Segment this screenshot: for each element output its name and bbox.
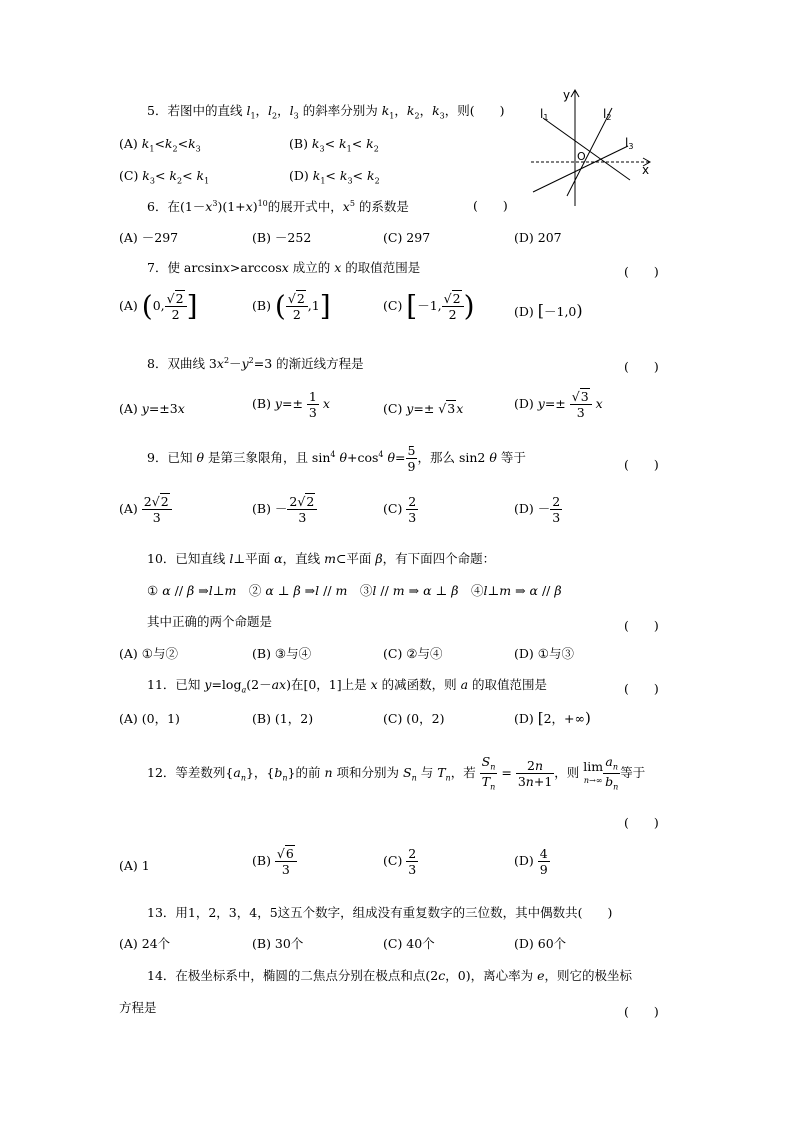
q12-option-c: (C) $\frac{2}{3}$ xyxy=(383,846,417,878)
q10-sub: 其中正确的两个命题是 xyxy=(147,614,273,629)
q13-stem: 13．用1，2，3，4，5这五个数字，组成没有重复数字的三位数，其中偶数共( ) xyxy=(147,905,613,920)
q10-option-d: (D) ①与③ xyxy=(514,646,574,661)
q8-paren: ( ) xyxy=(624,359,659,374)
q10-option-a: (A) ①与② xyxy=(119,646,178,661)
q11-option-a: (A) (0，1) xyxy=(119,711,180,726)
q6-option-a: (A) －297 xyxy=(119,230,179,245)
q14-paren: ( ) xyxy=(624,1004,659,1019)
q14-stem: 14．在极坐标系中，椭圆的二焦点分别在极点和点(2c，0)，离心率为 e，则它的极坐标 xyxy=(147,968,632,983)
q9-option-a: (A) $\frac{2√2}{3}$ xyxy=(119,495,172,524)
q8-stem: 8．双曲线 $3x^2-y^2=3$ 的渐近线方程是 xyxy=(147,356,364,372)
q9-option-d: (D) － $\frac{2}{3}$ xyxy=(514,494,561,526)
q8-option-b: (B) y=± $\frac{1}{3}$ x xyxy=(252,389,330,421)
fig-l2: l2 xyxy=(603,107,612,122)
q5-option-d: (D) $k_1< k_3< k_2$ xyxy=(289,168,380,186)
q5-option-b: (B) $k_3< k_1< k_2$ xyxy=(289,136,379,154)
q12-option-b: (B) $\frac{√6}{3}$ xyxy=(252,847,297,876)
fig-x: x xyxy=(642,163,650,177)
q7-option-a: (A) (0, $\frac{√2}{2}$ ] xyxy=(119,289,198,323)
q10-props: ① α // β ⇒l⊥m ② α ⊥ β ⇒l // m ③l // m ⇒ α ⊥ β ④l⊥m ⇒ α // β xyxy=(147,583,562,598)
q13-option-c: (C) 40个 xyxy=(383,936,435,951)
line-l2 xyxy=(567,108,612,196)
q7-option-d: (D) [－1,0) xyxy=(514,301,583,320)
fig-y: y xyxy=(563,88,571,102)
q8-option-d: (D) y=± $\frac{√3}{3}$ x xyxy=(514,389,603,421)
q12-option-a: (A) 1 xyxy=(119,858,150,873)
q10-option-b: (B) ③与④ xyxy=(252,646,312,661)
q7-option-c: (C) [－1, $\frac{√2}{2}$ ) xyxy=(383,289,475,323)
q13-option-d: (D) 60个 xyxy=(514,936,567,951)
q12-paren: ( ) xyxy=(624,815,659,830)
q8-option-c: (C) y=± √3x xyxy=(383,401,464,416)
q6-option-b: (B) －252 xyxy=(252,230,312,245)
q9-stem: 9．已知 θ 是第三象限角，且 $\sin^4 \theta+\cos^4$ θ= $\frac{5}{9}$ ，那么 sin2 θ 等于 xyxy=(147,443,526,475)
q5-stem: 5．若图中的直线 $l_1$，$l_2$，$l_3$ 的斜率分别为 $k_1$，$k_2$，$k_3$，则( ) xyxy=(147,103,505,121)
q9-option-c: (C) $\frac{2}{3}$ xyxy=(383,494,417,526)
q6-option-c: (C) 297 xyxy=(383,230,431,245)
q10-paren: ( ) xyxy=(624,618,659,633)
q7-stem: 7．使 arcsinx>arccosx 成立的 x 的取值范围是 xyxy=(147,260,421,275)
q5-figure xyxy=(525,88,655,210)
q7-paren: ( ) xyxy=(624,264,659,279)
q14-stem2: 方程是 xyxy=(119,1000,157,1015)
fig-l3: l3 xyxy=(625,136,634,151)
q9-paren: ( ) xyxy=(624,457,659,472)
q9-option-b: (B) － $\frac{2√2}{3}$ xyxy=(252,495,317,524)
q12-option-d: (D) $\frac{4}{9}$ xyxy=(514,846,548,878)
q11-option-c: (C) (0，2) xyxy=(383,711,445,726)
q13-option-b: (B) 30个 xyxy=(252,936,304,951)
q10-stem: 10．已知直线 l⊥平面 α，直线 m⊂平面 β，有下面四个命题： xyxy=(147,551,496,566)
q10-option-c: (C) ②与④ xyxy=(383,646,443,661)
q6-option-d: (D) 207 xyxy=(514,230,562,245)
q6-stem: 6．在$(1-x^3)(1+x)^{10}$的展开式中，$x^5$ 的系数是 xyxy=(147,199,409,215)
q11-paren: ( ) xyxy=(624,681,659,696)
q5-option-a: (A) $k_1<k_2<k_3$ xyxy=(119,136,201,154)
line-l1 xyxy=(543,118,630,180)
q11-option-b: (B) (1，2) xyxy=(252,711,314,726)
q11-option-d: (D) [2，+∞) xyxy=(514,709,591,727)
fig-l1: l1 xyxy=(540,107,549,122)
q12-stem: 12．等差数列$\{a_n\}$，$\{b_n\}$的前 n 项和分别为 $S_n$ 与 $T_n$，若 $\frac{S_n}{T_n}$ = $\frac{2n}{3n+1}$ ，则 lim n→∞ $\frac{a_n}{b_n}$ 等于 xyxy=(147,754,646,792)
q11-stem: 11．已知 $y=\log_a(2-ax)$在[0，1]上是 x 的减函数，则 a 的取值范围是 xyxy=(147,677,548,695)
q6-paren: ( ) xyxy=(473,198,508,213)
fig-o: O xyxy=(577,150,586,163)
q5-option-c: (C) $k_3< k_2< k_1$ xyxy=(119,168,210,186)
q8-option-a: (A) y=±3x xyxy=(119,401,185,416)
q13-option-a: (A) 24个 xyxy=(119,936,171,951)
q7-option-b: (B) ( $\frac{√2}{2}$ ,1] xyxy=(252,289,331,323)
